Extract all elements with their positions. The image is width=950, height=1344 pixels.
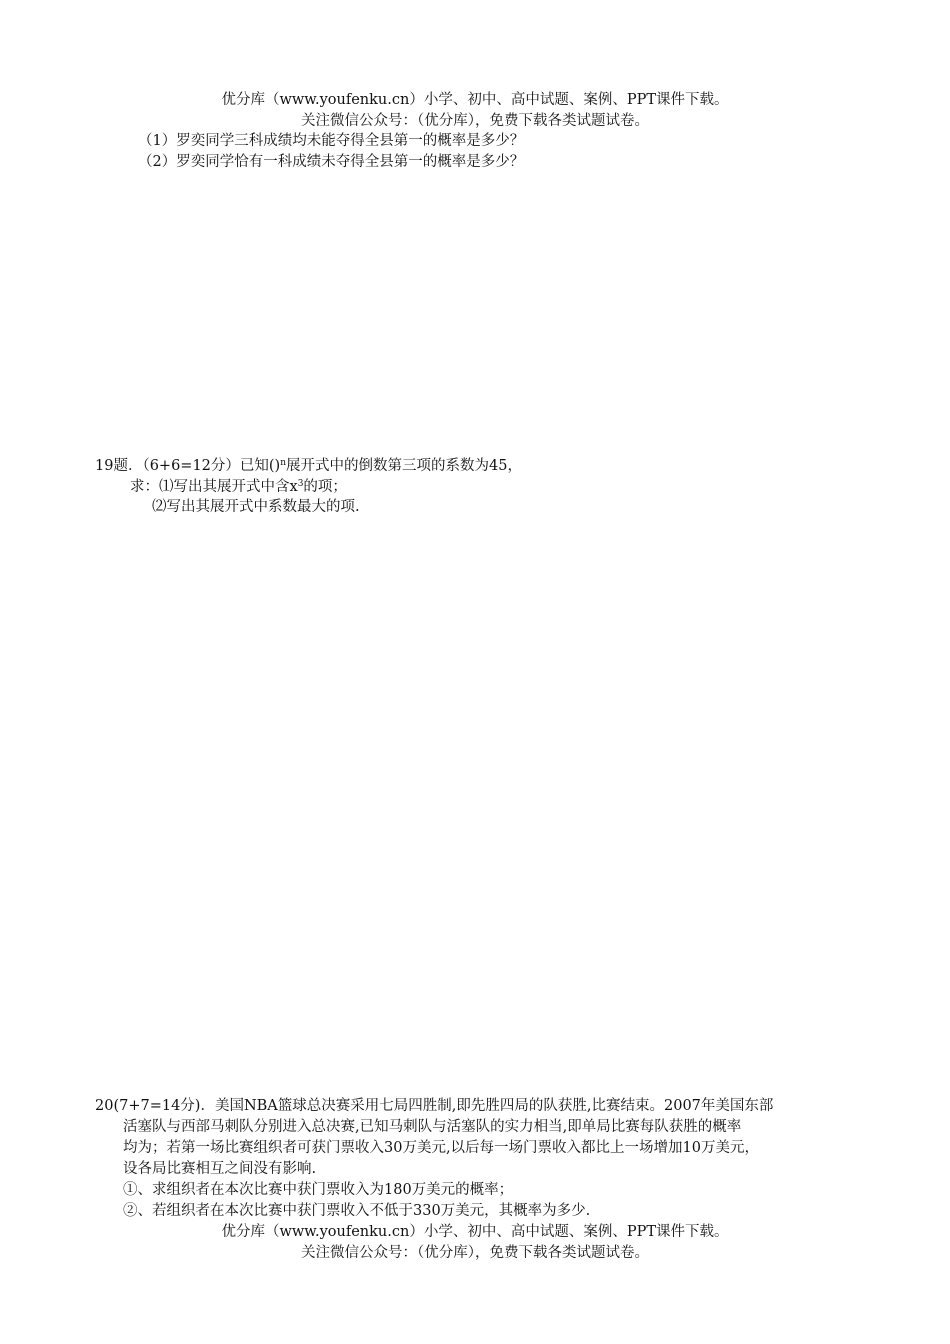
q19-stem	[95, 456, 522, 476]
header-line-1: 优分库（www.youfenku.cn）小学、初中、高中试题、案例、PPT课件下载。	[221, 92, 729, 108]
q19-stem-text-a: 19题．（6+6=12分）已知()	[95, 458, 281, 474]
q20-line-4: 设各局比赛相互之间没有影响.	[123, 1161, 317, 1177]
q20-line-3: 均为；若第一场比赛组织者可获门票收入30万美元,以后每一场门票收入都比上一场增加10万美元，	[123, 1140, 760, 1156]
q19-req-text-a: 求：⑴写出其展开式中含x	[130, 479, 298, 495]
q20-part-1: ①、求组织者在本次比赛中获门票收入为180万美元的概率；	[123, 1182, 514, 1198]
q19-requirement-1	[130, 477, 347, 497]
footer-line-1: 优分库（www.youfenku.cn）小学、初中、高中试题、案例、PPT课件下载。	[221, 1224, 729, 1240]
q18-part-1: （1）罗奕同学三科成绩均未能夺得全县第一的概率是多少？	[138, 133, 525, 149]
q19-requirement-2: ⑵写出其展开式中系数最大的项.	[152, 499, 360, 515]
q19-stem-superscript: n	[280, 458, 287, 468]
q19-req-superscript: 3	[297, 479, 304, 489]
q19-stem-text-b: 展开式中的倒数第三项的系数为45，	[286, 458, 522, 474]
q20-line-1: 20(7+7=14分)．美国NBA篮球总决赛采用七局四胜制,即先胜四局的队获胜,比赛结束。2007年美国东部	[95, 1098, 774, 1114]
header-line-2: 关注微信公众号：（优分库），免费下载各类试题试卷。	[301, 113, 649, 129]
q20-line-2: 活塞队与西部马刺队分别进入总决赛,已知马刺队与活塞队的实力相当,即单局比赛每队获胜的概率	[123, 1119, 742, 1135]
q18-part-2: （2）罗奕同学恰有一科成绩未夺得全县第一的概率是多少？	[138, 154, 525, 170]
footer-line-2: 关注微信公众号：（优分库），免费下载各类试题试卷。	[301, 1245, 649, 1261]
q20-part-2: ②、若组织者在本次比赛中获门票收入不低于330万美元，其概率为多少.	[123, 1203, 591, 1219]
q19-req-text-b: 的项；	[303, 479, 347, 495]
